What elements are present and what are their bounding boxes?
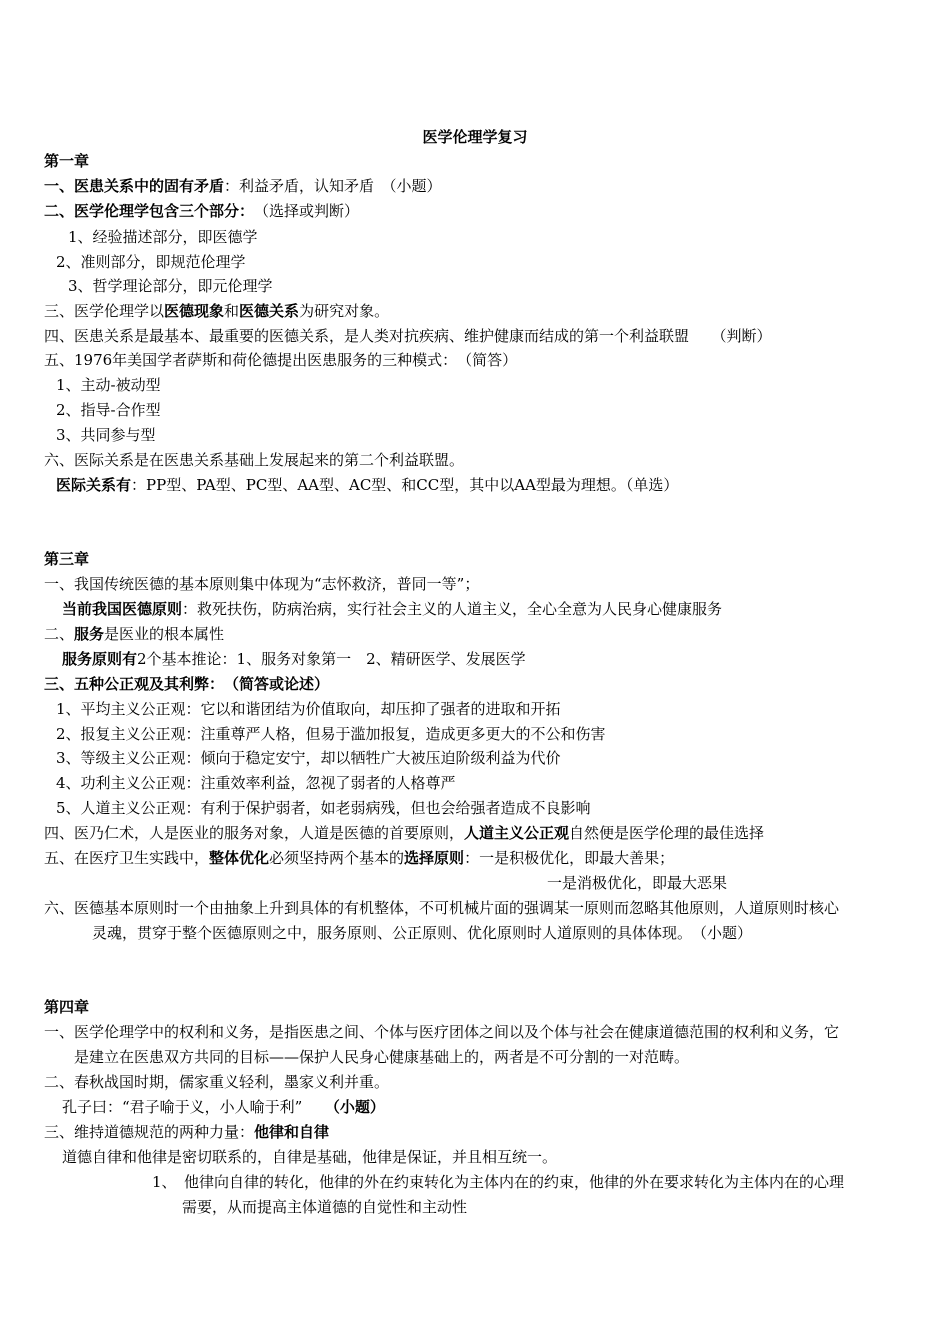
ch1-item-5-3: 3、共同参与型 bbox=[56, 426, 156, 444]
ch3-item-4: 四、医乃仁术，人是医业的服务对象，人道是医德的首要原则，人道主义公正观自然便是医学伦理的最佳选择 bbox=[44, 824, 765, 842]
ch1-item-2-3: 3、哲学理论部分，即元伦理学 bbox=[68, 277, 273, 295]
ch3-item-6-cont: 灵魂，贯穿于整个医德原则之中，服务原则、公正原则、优化原则时人道原则的具体体现。 （小题） bbox=[92, 924, 753, 942]
ch4-item-1-cont: 是建立在医患双方共同的目标——保护人民身心健康基础上的，两者是不可分割的一对范畴。 bbox=[74, 1048, 690, 1066]
ch4-item-1: 一、医学伦理学中的权利和义务，是指医患之间、个体与医疗团体之间以及个体与社会在健康道德范围的权利和义务，它 bbox=[44, 1023, 840, 1041]
chapter-3-heading: 第三章 bbox=[44, 550, 90, 568]
ch3-item-1-detail: 当前我国医德原则：救死扶伤，防病治病，实行社会主义的人道主义，全心全意为人民身心健康服务 bbox=[62, 600, 723, 618]
ch4-item-3-detail: 道德自律和他律是密切联系的，自律是基础，他律是保证，并且相互统一。 bbox=[62, 1148, 558, 1166]
ch4-item-3-1-cont: 需要，从而提高主体道德的自觉性和主动性 bbox=[182, 1198, 468, 1216]
ch1-item-3: 三、医学伦理学以医德现象和医德关系为研究对象。 bbox=[44, 302, 390, 320]
ch3-item-3-5: 5、人道主义公正观：有利于保护弱者，如老弱病残，但也会给强者造成不良影响 bbox=[56, 799, 591, 817]
ch3-item-3-3: 3、等级主义公正观：倾向于稳定安宁，却以牺牲广大被压迫阶级利益为代价 bbox=[56, 749, 561, 767]
ch3-item-2: 二、服务是医业的根本属性 bbox=[44, 625, 225, 643]
ch1-item-6: 六、医际关系是在医患关系基础上发展起来的第二个利益联盟。 bbox=[44, 451, 465, 469]
ch1-item-5-2: 2、指导-合作型 bbox=[56, 401, 161, 419]
ch3-item-3-1: 1、平均主义公正观：它以和谐团结为价值取向，却压抑了强者的进取和开拓 bbox=[56, 700, 561, 718]
ch1-item-2-2: 2、准则部分，即规范伦理学 bbox=[56, 253, 246, 271]
ch4-item-2-quote: 孔子曰：“君子喻于义，小人喻于利” （小题） bbox=[62, 1098, 385, 1116]
ch4-item-2: 二、春秋战国时期，儒家重义轻利，墨家义利并重。 bbox=[44, 1073, 390, 1091]
ch1-item-5: 五、1976年美国学者萨斯和荷伦德提出医患服务的三种模式： （简答） bbox=[44, 351, 518, 369]
chapter-4-heading: 第四章 bbox=[44, 998, 90, 1016]
ch4-item-3: 三、维持道德规范的两种力量：他律和自律 bbox=[44, 1123, 330, 1141]
ch1-item-4: 四、医患关系是最基本、最重要的医德关系，是人类对抗疾病、维护健康而结成的第一个利益联盟 （判断） bbox=[44, 327, 772, 345]
ch4-item-3-1: 1、 他律向自律的转化，他律的外在约束转化为主体内在的约束，他律的外在要求转化为主体内在的心理 bbox=[152, 1173, 845, 1191]
ch3-item-5: 五、在医疗卫生实践中，整体优化必须坚持两个基本的选择原则：一是积极优化，即最大善果； bbox=[44, 849, 675, 867]
ch3-item-2-detail: 服务原则有2个基本推论：1、服务对象第一 2、精研医学、发展医学 bbox=[62, 650, 526, 668]
ch1-item-2: 二、医学伦理学包含三个部分： （选择或判断） bbox=[44, 202, 360, 220]
ch3-item-6: 六、医德基本原则时一个由抽象上升到具体的有机整体，不可机械片面的强调某一原则而忽略其他原则，人道原则时核心 bbox=[44, 899, 840, 917]
ch3-item-5-cont: 一是消极优化，即最大恶果 bbox=[547, 874, 728, 892]
page-title: 医学伦理学复习 bbox=[422, 128, 528, 146]
ch3-item-3-2: 2、报复主义公正观：注重尊严人格，但易于滥加报复，造成更多更大的不公和伤害 bbox=[56, 725, 606, 743]
ch3-item-3-4: 4、功利主义公正观：注重效率利益，忽视了弱者的人格尊严 bbox=[56, 774, 456, 792]
ch3-item-1: 一、我国传统医德的基本原则集中体现为“志怀救济，普同一等”； bbox=[44, 575, 480, 593]
ch1-item-5-1: 1、主动-被动型 bbox=[56, 376, 161, 394]
ch1-item-2-1: 1、经验描述部分，即医德学 bbox=[68, 228, 258, 246]
ch3-item-3: 三、五种公正观及其利弊： （简答或论述） bbox=[44, 675, 330, 693]
ch1-item-6-detail: 医际关系有：PP型、PA型、PC型、AA型、AC型、和CC型，其中以AA型最为理想。（单选） bbox=[56, 476, 679, 494]
ch1-item-1: 一、医患关系中的固有矛盾：利益矛盾，认知矛盾 （小题） bbox=[44, 177, 442, 195]
chapter-1-heading: 第一章 bbox=[44, 152, 90, 170]
